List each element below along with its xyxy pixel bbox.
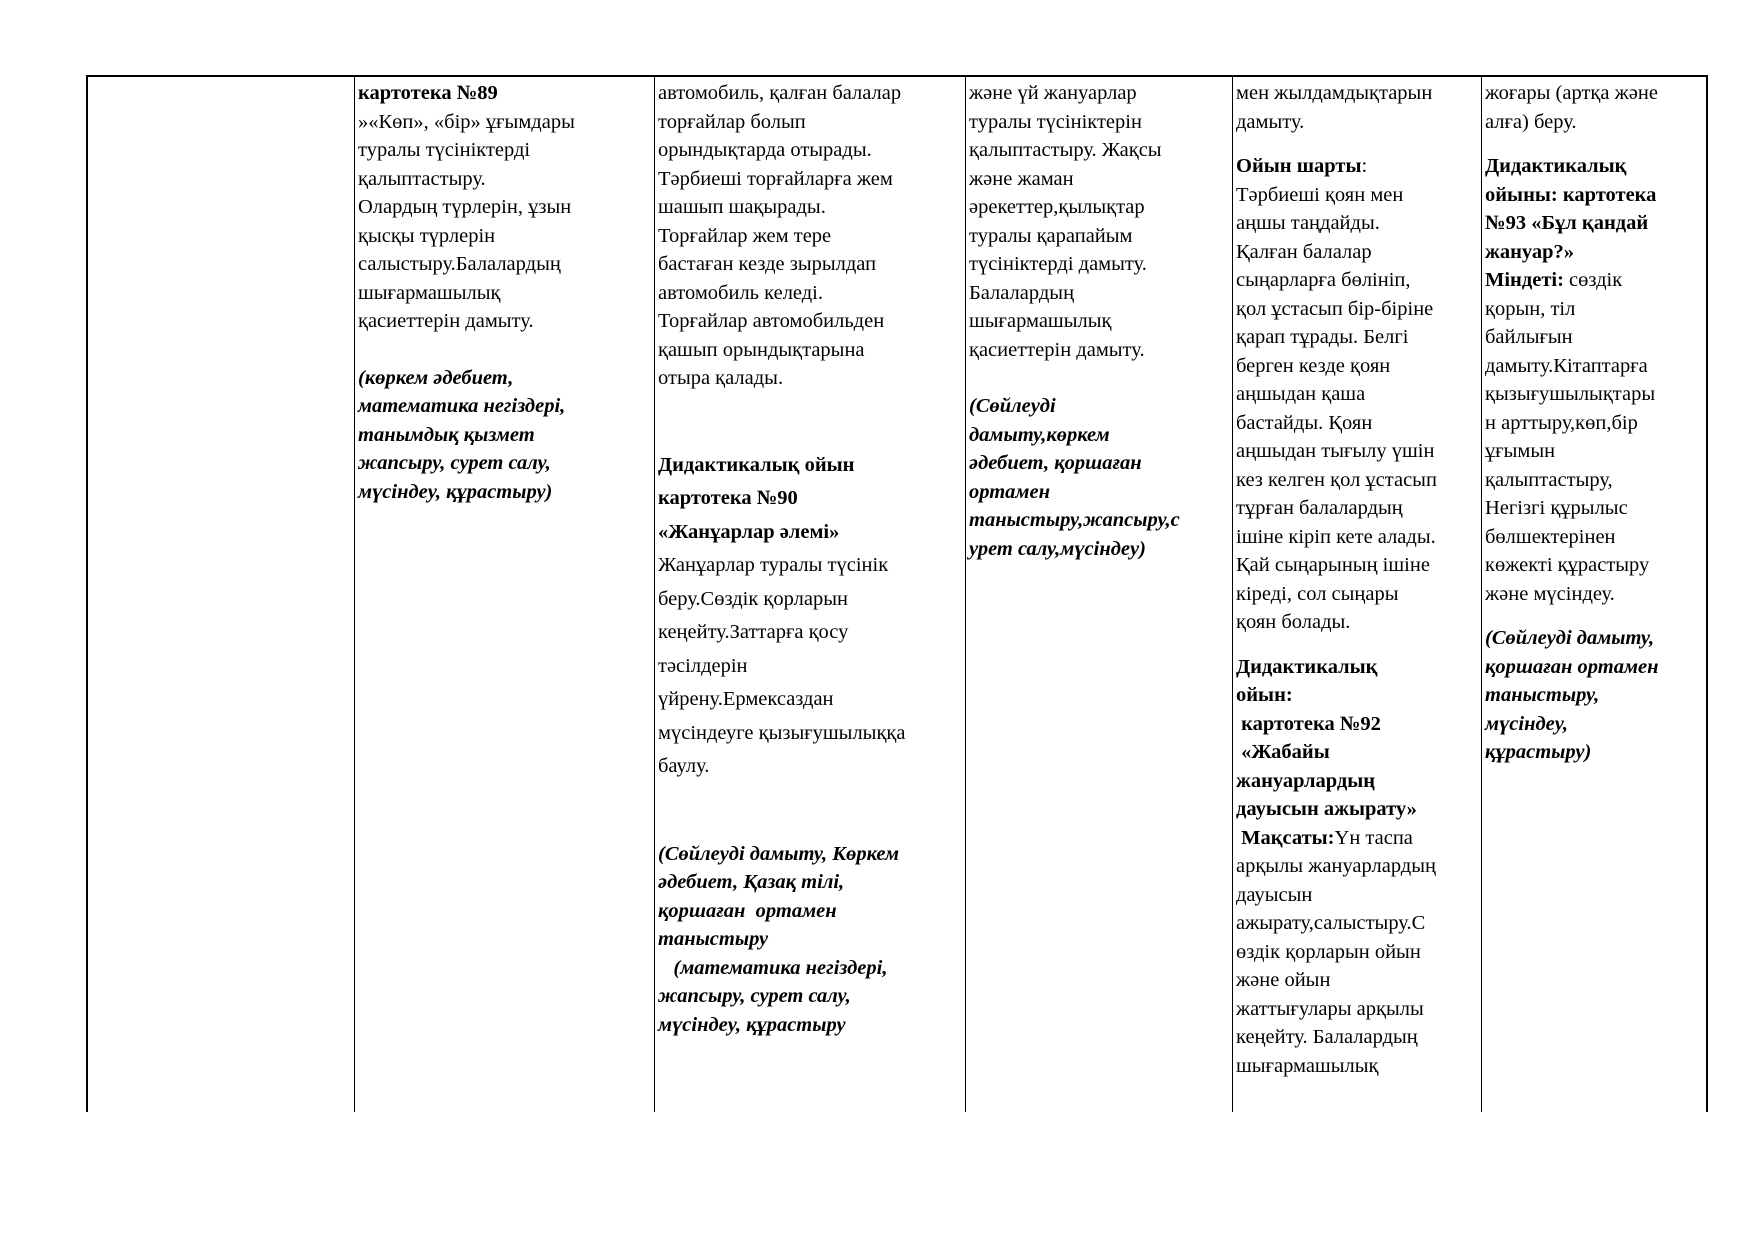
integration-areas: (көркем әдебиет, математика негіздері, танымдық қызмет жапсыру, сурет салу, мүсіндеу, құрастыру) xyxy=(358,366,566,503)
card-body: »«Көп», «бір» ұғымдары туралы түсініктерді қалыптастыру. Олардың түрлерін, ұзын қысқы түрлерін салыстыру.Балалардың шығармашылық қасиеттерін дамыту. xyxy=(358,110,575,332)
goal-label: Мақсаты: xyxy=(1236,826,1335,849)
cell-top-text: жоғары (артқа және алға) беру. xyxy=(1485,82,1658,133)
game-rules-body: Тәрбиеші қоян мен аңшы таңдайды. Қалған балалар сыңарларға бөлініп, қол ұстасып бір-біріне қарап тұрады. Белгі берген кезде қоян аңшыдан қаша бастайды. Қоян аңшыдан тығылу үшін кез келген қол ұстасып тұрған балалардың ішіне кіріп кете алады. Қай сыңарының ішіне кіреді, сол сыңары қоян болады. xyxy=(1236,183,1437,633)
didactic-game-title: Дидактикалық ойын: картотека №92 «Жабайы жануарлардың дауысын ажырату» xyxy=(1236,655,1417,820)
table-cell-card-90 xyxy=(655,77,966,1112)
card-title: картотека №89 xyxy=(358,82,498,104)
task xyxy=(1485,266,1705,608)
game-rules-label: Ойын шарты xyxy=(1236,155,1362,177)
table-cell-animals xyxy=(966,77,1233,1112)
game-description: автомобиль, қалған балалар торғайлар болып орындықтарда отырады. Тәрбиеші торғайларға жем шашып шақырады. Торғайлар жем тере бастаған кезде зырылдап автомобиль келеді. Торғайлар автомобильден қашып орындықтарына отыра қалады. xyxy=(658,82,902,389)
cell-top-text: мен жылдамдықтарын дамыту. xyxy=(1236,82,1433,133)
task-label: Міндеті: xyxy=(1485,269,1564,291)
table-cell-card-89 xyxy=(355,77,655,1112)
didactic-game-title: Дидактикалық ойын картотека №90 «Жанұарлар әлемі» xyxy=(658,453,855,543)
table-cell-empty xyxy=(88,77,355,1112)
didactic-game-title: Дидактикалық ойыны: картотека №93 «Бұл қандай жануар?» xyxy=(1485,155,1657,263)
cell-body: және үй жануарлар туралы түсініктерін қалыптастыру. Жақсы және жаман әрекеттер,қылықтар туралы қарапайым түсініктерді дамыту. Балалардың шығармашылық қасиеттерін дамыту. xyxy=(969,82,1162,361)
table-cell-card-93 xyxy=(1482,77,1708,1112)
integration-areas: (Сөйлеуді дамыту, қоршаған ортамен таныстыру, мүсіндеу, құрастыру) xyxy=(1485,627,1659,763)
integration-areas: (Сөйлеуді дамыту, Көркем әдебиет, Қазақ тілі, қоршаған ортамен таныстыру (математика негіздері, жапсыру, сурет салу, мүсіндеу, құрастыру xyxy=(658,842,900,1036)
plan-table xyxy=(86,75,1708,1112)
table-cell-card-92 xyxy=(1233,77,1482,1112)
task-body: сөздік қорын, тіл байлығын дамыту.Кітаптарға қызығушылықтары н арттыру,көп,бір ұғымын қалыптастыру, Негізгі құрылыс бөлшектерінен көжекті құрастыру және мүсіндеу. xyxy=(1485,269,1656,605)
goal-body: Үн таспа арқылы жануарлардың дауысын ажырату,салыстыру.С өздік қорларын ойын және ойын жаттығулары арқылы кеңейту. Балалардың шығармашылық xyxy=(1236,826,1436,1077)
game-rules xyxy=(1236,152,1478,181)
integration-areas: (Сөйлеуді дамыту,көркем әдебиет, қоршаған ортамен таныстыру,жапсыру,с урет салу,мүсіндеу) xyxy=(969,395,1180,560)
didactic-game-body: Жанұарлар туралы түсінік беру.Сөздік қорларын кеңейту.Заттарға қосу тәсілдерін үйрену.Ермексаздан мүсіндеуге қызығушылыққа баулу. xyxy=(658,554,906,777)
game-rules-colon: : xyxy=(1361,155,1368,177)
goal xyxy=(1236,824,1478,1081)
